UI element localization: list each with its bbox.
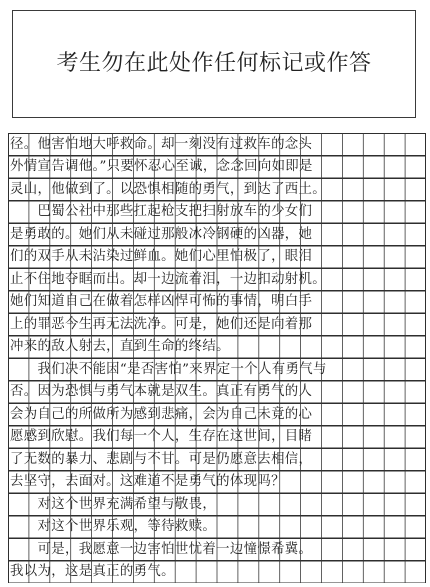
essay-line: 我们决不能因“是否害怕”来界定一个人有勇气与 — [10, 361, 327, 377]
essay-line: 可是，我愿意一边害怕世忧着一边憧憬希冀。 — [10, 541, 313, 557]
essay-line: 会为自己的所做所为感到悲痛，会为自己未竟的心 — [10, 406, 313, 422]
essay-answer-grid — [8, 133, 426, 583]
essay-line: 她们知道自己在做着怎样凶悍可怖的事情，明白手 — [10, 294, 313, 309]
essay-line: 是勇敢的。她们从未碰过那般冰冷钢硬的凶器，她 — [10, 226, 313, 242]
essay-line: 对这个世界乐观，等待救赎。 — [10, 519, 217, 534]
essay-line: 冲来的敌人射去，直到生命的终结。 — [10, 339, 230, 354]
essay-line: 止不住地夺眶而出。却一边流着泪，一边扣动射机。 — [10, 271, 327, 287]
essay-line: 径。他害怕地大呼救命。却一刻没有过救车的念头 — [10, 136, 313, 152]
no-mark-notice-box — [12, 10, 416, 118]
essay-line: 对这个世界充满希望与敬畏， — [10, 496, 217, 512]
essay-line: 上的罪恶今生再无法洗净。可是，她们还是向着那 — [10, 316, 313, 332]
essay-line: 灵山，他做到了。以恐惧相随的勇气，到达了西土。 — [10, 181, 327, 197]
essay-line: 愿感到欣慰。我们每一个人，生存在这世间，目睹 — [10, 429, 313, 444]
no-mark-notice-text: 考生勿在此处作任何标记或作答 — [56, 50, 372, 76]
essay-line: 们的双手从未沾染过鲜血。她们心里怕极了，眼泪 — [10, 249, 313, 264]
essay-line: 我以为，这是真正的勇气。 — [10, 564, 175, 579]
essay-line: 巴蜀公社中那些扛起枪支把扫射放车的少女们 — [10, 204, 313, 219]
essay-text — [8, 133, 426, 583]
essay-line: 否。因为恐惧与勇气本就是双生。真正有勇气的人 — [10, 384, 313, 399]
essay-line: 外情宣告调他。”只要怀忍心至诚，念念回向如即是 — [10, 159, 313, 174]
essay-line: 去坚守，去面对。这难道不是勇气的体现吗？ — [10, 474, 285, 489]
essay-line: 了无数的暴力、悲剧与不甘。可是仍愿意去相信， — [10, 451, 313, 467]
